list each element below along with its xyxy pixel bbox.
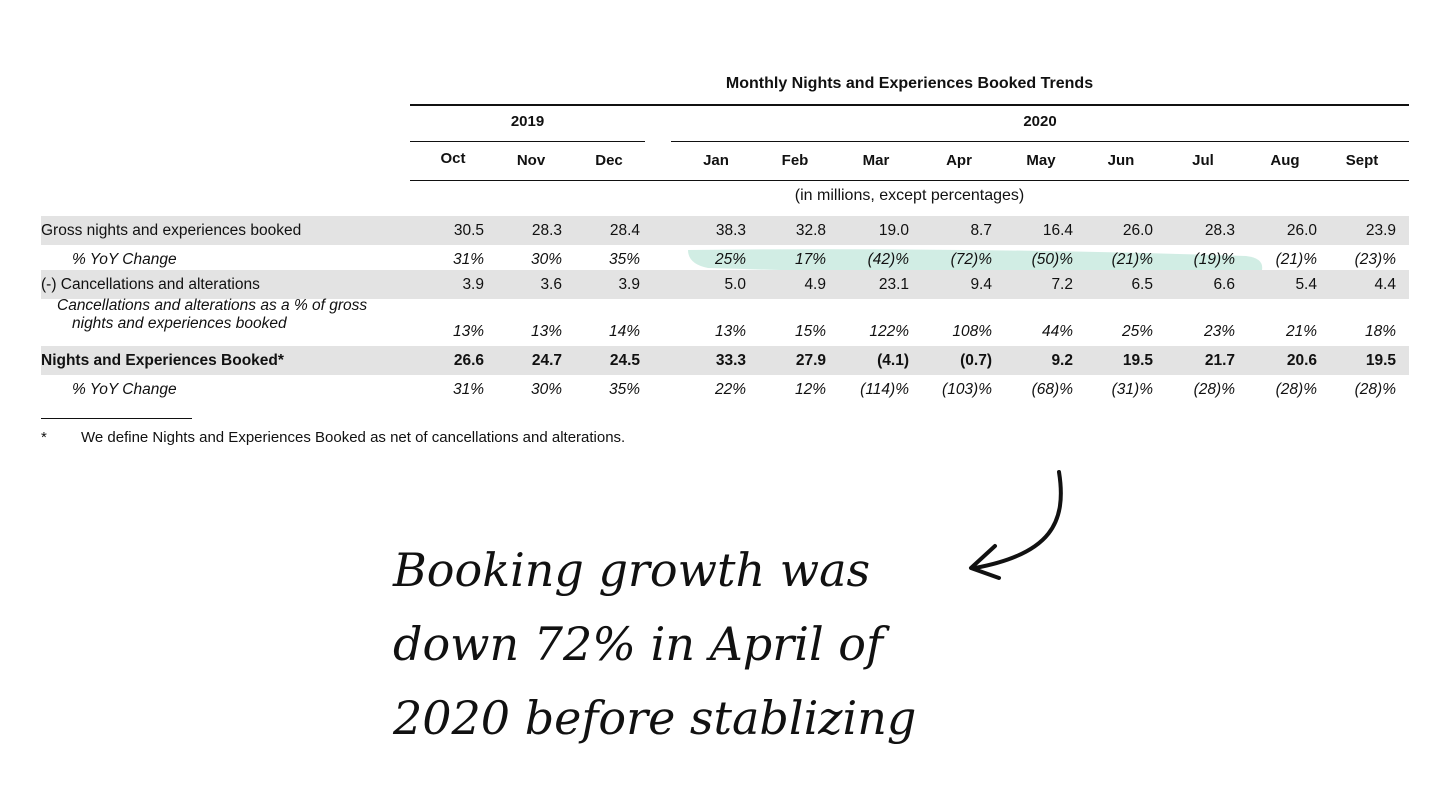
table-cell: (50)% <box>1031 251 1073 268</box>
table-cell: (28)% <box>1275 381 1317 398</box>
table-cell: 32.8 <box>795 222 826 239</box>
table-cell: 108% <box>952 323 992 340</box>
units-note: (in millions, except percentages) <box>794 187 1025 204</box>
table-cell: 24.5 <box>609 352 640 369</box>
table-cell: 26.0 <box>1286 222 1317 239</box>
table-cell: 33.3 <box>715 352 746 369</box>
table-cell: (0.7) <box>960 352 992 369</box>
table-cell: (42)% <box>867 251 909 268</box>
table-cell: 28.3 <box>531 222 562 239</box>
table-cell: 8.7 <box>970 222 992 239</box>
table-cell: 3.9 <box>462 276 484 293</box>
month-rule <box>410 180 1409 181</box>
table-cell: 35% <box>608 381 640 398</box>
table-cell: (23)% <box>1354 251 1396 268</box>
table-cell: (28)% <box>1354 381 1396 398</box>
table-cell: 3.9 <box>618 276 640 293</box>
table-cell: (28)% <box>1193 381 1235 398</box>
table-cell: (103)% <box>942 381 992 398</box>
table-cell: 13% <box>714 323 746 340</box>
row-label: Gross nights and experiences booked <box>41 222 302 239</box>
footnote-text: We define Nights and Experiences Booked as net of cancellations and alterations. <box>81 429 626 446</box>
table-cell: 13% <box>452 323 484 340</box>
table-cell: 23.1 <box>878 276 909 293</box>
table-cell: 23% <box>1203 323 1235 340</box>
table-cell: 12% <box>794 381 826 398</box>
table-cell: 25% <box>714 251 746 268</box>
table-cell: 5.0 <box>724 276 746 293</box>
month-header-feb: Feb <box>781 152 809 169</box>
row-label: % YoY Change <box>72 381 177 398</box>
table-cell: 27.9 <box>795 352 826 369</box>
month-header-jul: Jul <box>1192 152 1214 169</box>
month-header-sept: Sept <box>1345 152 1379 169</box>
table-title: Monthly Nights and Experiences Booked Trends <box>725 75 1094 92</box>
table-cell: 31% <box>452 381 484 398</box>
table-cell: 13% <box>530 323 562 340</box>
table-cell: 21.7 <box>1204 352 1235 369</box>
table-cell: (21)% <box>1275 251 1317 268</box>
row-label: Cancellations and alterations as a % of gross <box>57 297 368 314</box>
table-cell: 21% <box>1285 323 1317 340</box>
table-cell: (72)% <box>950 251 992 268</box>
table-cell: 3.6 <box>540 276 562 293</box>
year-2019: 2019 <box>510 113 545 130</box>
table-cell: (19)% <box>1193 251 1235 268</box>
table-cell: 30.5 <box>453 222 484 239</box>
table-cell: 28.3 <box>1204 222 1235 239</box>
table-cell: 35% <box>608 251 640 268</box>
month-header-nov: Nov <box>516 152 546 169</box>
table-cell: (68)% <box>1031 381 1073 398</box>
table-cell: 38.3 <box>715 222 746 239</box>
month-header-aug: Aug <box>1270 152 1300 169</box>
table-cell: 19.5 <box>1365 352 1396 369</box>
table-cell: 26.6 <box>453 352 484 369</box>
table-cell: (4.1) <box>877 352 909 369</box>
table-cell: (114)% <box>860 381 909 398</box>
handwritten-note <box>393 533 953 755</box>
year-2020: 2020 <box>1023 113 1057 130</box>
month-header-mar: Mar <box>862 152 890 169</box>
table-cell: 30% <box>530 381 562 398</box>
table-cell: 5.4 <box>1295 276 1317 293</box>
table-cell: 20.6 <box>1286 352 1317 369</box>
note-line-3: 2020 before stablizing <box>393 691 917 745</box>
table-cell: 15% <box>794 323 826 340</box>
year-2019-rule <box>410 141 645 142</box>
month-header-dec: Dec <box>595 152 623 169</box>
table-cell: 7.2 <box>1051 276 1073 293</box>
table-cell: 16.4 <box>1042 222 1073 239</box>
row-label: % YoY Change <box>72 251 177 268</box>
table-cell: 4.4 <box>1374 276 1396 293</box>
table-cell: 122% <box>869 323 909 340</box>
table-cell: 22% <box>714 381 746 398</box>
month-header-jan: Jan <box>703 152 729 169</box>
month-header-jun: Jun <box>1107 152 1135 169</box>
table-cell: 28.4 <box>609 222 640 239</box>
table-cell: 9.4 <box>970 276 992 293</box>
row-label: (-) Cancellations and alterations <box>41 276 260 293</box>
table-cell: 25% <box>1121 323 1153 340</box>
table-cell: 14% <box>608 323 640 340</box>
footnote-marker: * <box>41 429 47 446</box>
footnote-rule <box>41 418 192 419</box>
year-2020-rule <box>671 141 1409 142</box>
month-header-oct: Oct <box>440 150 466 167</box>
table-cell: 44% <box>1041 323 1073 340</box>
table-cell: 19.5 <box>1122 352 1153 369</box>
table-cell: 6.6 <box>1213 276 1235 293</box>
month-header-apr: Apr <box>946 152 972 169</box>
table-cell: 4.9 <box>804 276 826 293</box>
table-cell: (21)% <box>1111 251 1153 268</box>
table-cell: 24.7 <box>531 352 562 369</box>
note-line-2: down 72% in April of <box>393 617 884 671</box>
table-cell: (31)% <box>1111 381 1153 398</box>
table-cell: 23.9 <box>1365 222 1396 239</box>
table-cell: 30% <box>530 251 562 268</box>
table-cell: 17% <box>794 251 826 268</box>
title-rule <box>410 104 1409 106</box>
table-cell: 26.0 <box>1122 222 1153 239</box>
row-label: nights and experiences booked <box>72 315 287 332</box>
table-cell: 9.2 <box>1051 352 1073 369</box>
table-cell: 31% <box>452 251 484 268</box>
row-label: Nights and Experiences Booked* <box>41 352 284 369</box>
table-cell: 6.5 <box>1131 276 1153 293</box>
note-line-1: Booking growth was <box>393 543 871 597</box>
table-cell: 18% <box>1364 323 1396 340</box>
table-cell: 19.0 <box>878 222 909 239</box>
curved-arrow-icon <box>955 462 1075 587</box>
month-header-may: May <box>1026 152 1056 169</box>
